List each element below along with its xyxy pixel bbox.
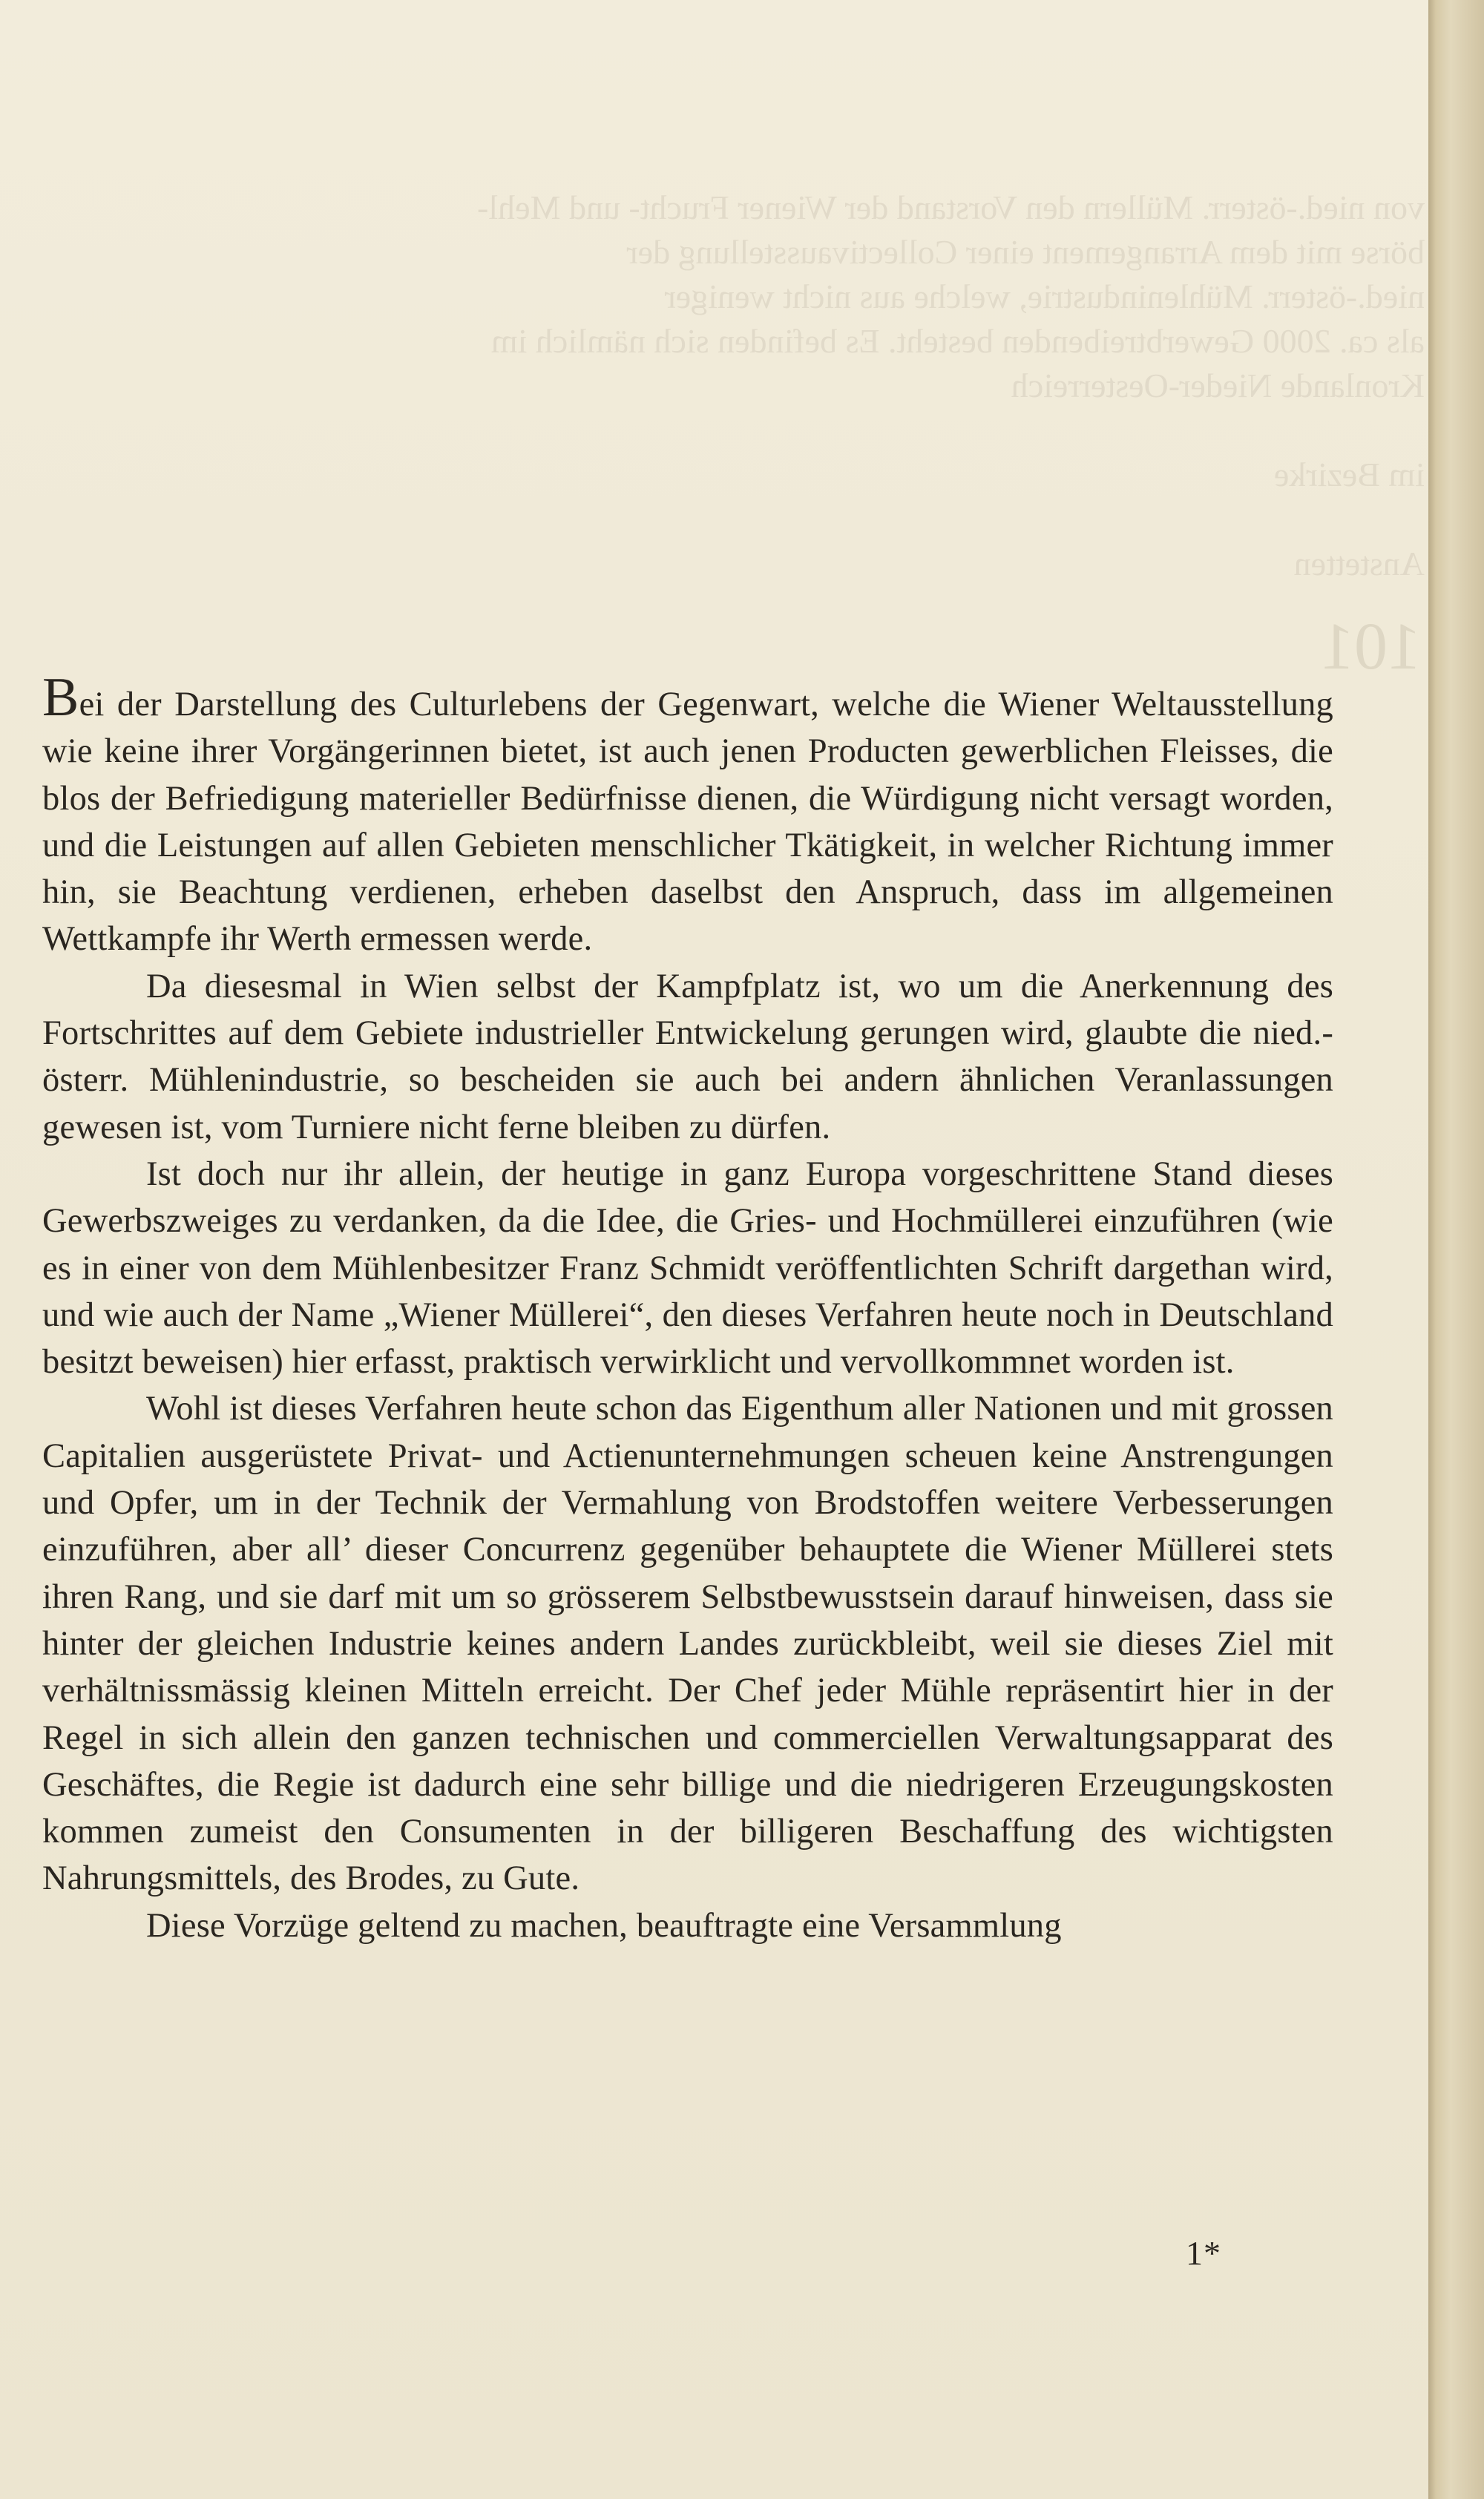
- body-text: [42, 667, 1333, 1949]
- paragraph-1: [42, 667, 1333, 963]
- paragraph-1-text: ei der Darstellung des Culturlebens der Gegenwart, welche die Wiener Weltausstellung wie keine ihrer Vorgängerinnen bietet, ist auch jenen Producten gewerblichen Fleisses, die blos der Befriedigung materieller Bedürfnisse dienen, die Würdigung nicht versagt worden, und die Leistungen auf allen Gebieten menschlicher Tkätigkeit, in welcher Richtung immer hin, sie Beachtung verdienen, erheben daselbst den Anspruch, dass im allgemeinen Wettkampfe ihr Werth ermessen werde.: [42, 686, 1333, 959]
- paragraph-2: Da diesesmal in Wien selbst der Kampfplatz ist, wo um die Anerkennung des Fortschrittes auf dem Gebiete industrieller Entwickelung gerungen wird, glaubte die nied.-österr. Mühlenindustrie, so bescheiden sie auch bei andern ähnlichen Veranlassungen gewesen ist, vom Turniere nicht ferne bleiben zu dürfen.: [42, 967, 1333, 1146]
- paragraph-5: Diese Vorzüge geltend zu machen, beauftragte eine Versammlung: [146, 1906, 1062, 1945]
- paragraph-4: Wohl ist dieses Verfahren heute schon das Eigenthum aller Nationen und mit grossen Capitalien ausgerüstete Privat- und Actienunternehmungen scheuen keine Anstrengungen und Opfer, um in der Technik der Vermahlung von Brodstoffen weitere Verbesserungen einzuführen, aber all’ dieser Concurrenz gegenüber behauptete die Wiener Müllerei stets ihren Rang, und sie darf mit um so grösserem Selbstbewusstsein darauf hinweisen, dass sie hinter der gleichen Industrie keines andern Landes zurückbleibt, weil sie dieses Ziel mit verhältnissmässig kleinen Mitteln erreicht. Der Chef jeder Mühle repräsentirt hier in der Regel in sich allein den ganzen technischen und commerciellen Verwaltungsapparat des Geschäftes, die Regie ist dadurch eine sehr billige und die niedrigeren Erzeugungskosten kommen zumeist den Consumenten in der billigeren Beschaffung des wichtigsten Nahrungsmittels, des Brodes, zu Gute.: [42, 1390, 1333, 1898]
- initial-letter: B: [42, 667, 79, 728]
- show-through-number: 101: [1321, 610, 1421, 683]
- show-through-text: von nied.-österr. Müllern den Vorstand der Wiener Frucht- und Mehl- börse mit dem Arrangement einer Collectivausstellung der nied.-österr. Mühlenindustrie, welche aus nicht weniger als ca. 2000 Gewerbtreibenden besteht. Es befinden sich nämlich im Kronlande Nieder-Oesterreich im Bezirke Anstetten: [477, 188, 1425, 582]
- signature-mark: 1*: [1186, 2234, 1221, 2272]
- paragraph-3: Ist doch nur ihr allein, der heutige in ganz Europa vorgeschrittene Stand dieses Gewerbszweiges zu verdanken, da die Idee, die Gries- und Hochmüllerei einzuführen (wie es in einer von dem Mühlenbesitzer Franz Schmidt veröffentlichten Schrift dargethan wird, und wie auch der Name „Wiener Müllerei“, den dieses Verfahren heute noch in Deutschland besitzt beweisen) hier erfasst, praktisch verwirklicht und vervollkommnet worden ist.: [42, 1155, 1333, 1382]
- page-edge: [1428, 0, 1484, 2499]
